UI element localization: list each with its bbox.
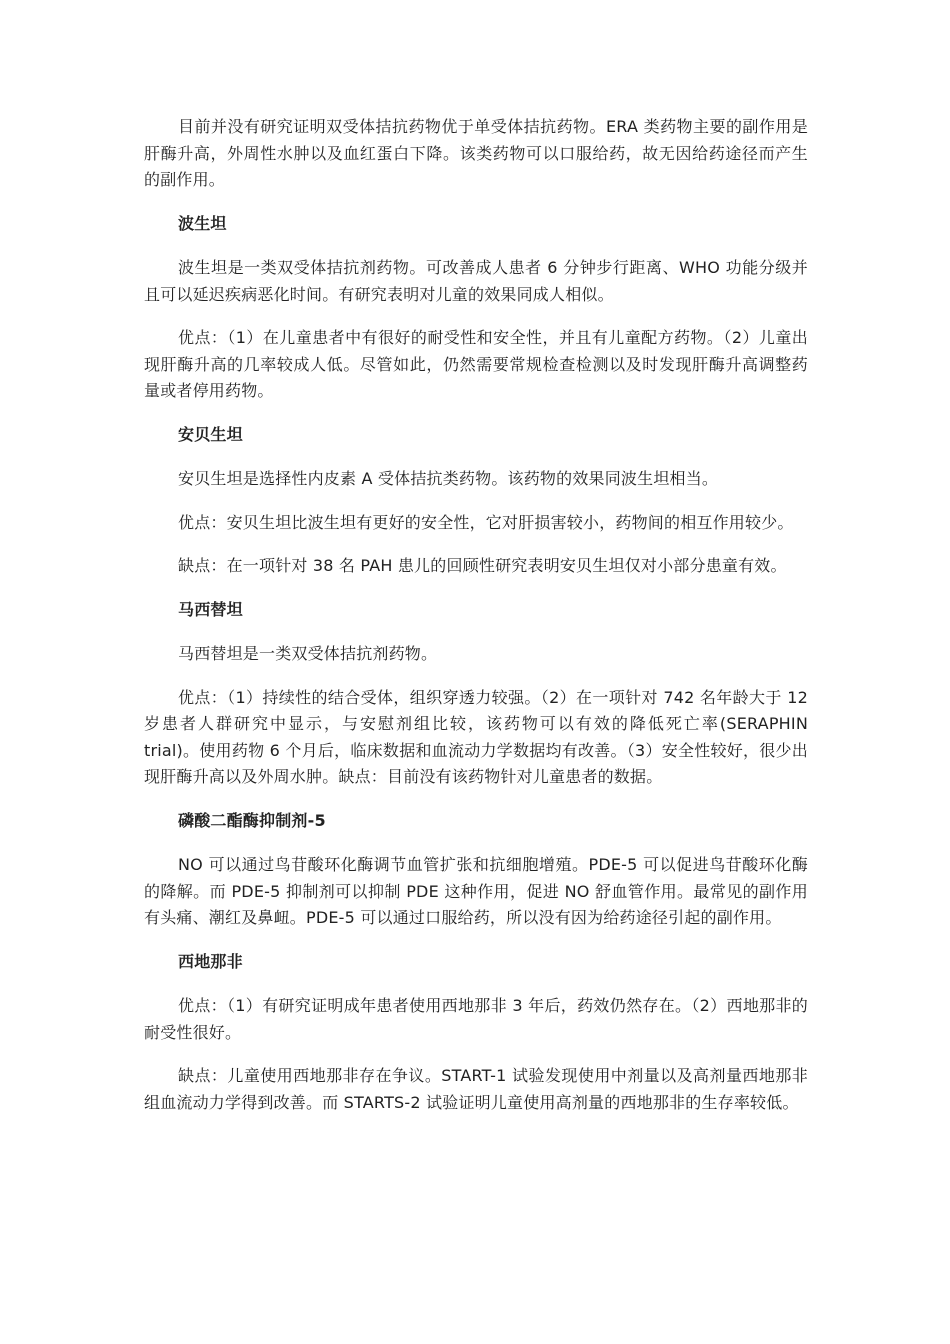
bosentan-advantages: 优点：（1）在儿童患者中有很好的耐受性和安全性，并且有儿童配方药物。（2）儿童出现肝酶升高的几率较成人低。尽管如此，仍然需要常规检查检测以及时发现肝酶升高调整药量或者停用药物。 [144, 328, 808, 400]
sildenafil-disadvantages: 缺点：儿童使用西地那非存在争议。START-1 试验发现使用中剂量以及高剂量西地那非组血流动力学得到改善。而 STARTS-2 试验证明儿童使用高剂量的西地那非的生存率较低。 [144, 1066, 808, 1112]
macitentan-advantages: 优点：（1）持续性的结合受体，组织穿透力较强。（2）在一项针对 742 名年龄大于 12 岁患者人群研究中显示，与安慰剂组比较，该药物可以有效的降低死亡率(SERAPHIN trial)。使用药物 6 个月后，临床数据和血流动力学数据均有改善。（3）安全性较好，很少出现肝酶升高以及外周水肿。缺点：目前没有该药物针对儿童患者的数据。 [144, 687, 808, 786]
section-heading-pde5-inhibitors: 磷酸二酯酶抑制剂-5 [178, 810, 326, 830]
section-heading-sildenafil: 西地那非 [178, 951, 243, 971]
macitentan-description: 马西替坦是一类双受体拮抗剂药物。 [178, 644, 438, 663]
section-heading-macitentan: 马西替坦 [178, 599, 243, 619]
bosentan-description: 波生坦是一类双受体拮抗剂药物。可改善成人患者 6 分钟步行距离、WHO 功能分级并且可以延迟疾病恶化时间。有研究表明对儿童的效果同成人相似。 [144, 258, 808, 304]
ambrisentan-description: 安贝生坦是选择性内皮素 A 受体拮抗类药物。该药物的效果同波生坦相当。 [178, 469, 719, 488]
pde5-description: NO 可以通过鸟苷酸环化酶调节血管扩张和抗细胞增殖。PDE-5 可以促进鸟苷酸环化酶的降解。而 PDE-5 抑制剂可以抑制 PDE 这种作用，促进 NO 舒血管作用。最常见的副作用有头痛、潮红及鼻衄。PDE-5 可以通过口服给药，所以没有因为给药途径引起的副作用。 [144, 855, 808, 927]
intro-paragraph: 目前并没有研究证明双受体拮抗药物优于单受体拮抗药物。ERA 类药物主要的副作用是肝酶升高，外周性水肿以及血红蛋白下降。该类药物可以口服给药，故无因给药途径而产生的副作用。 [144, 117, 808, 189]
sildenafil-advantages: 优点：（1）有研究证明成年患者使用西地那非 3 年后，药效仍然存在。（2）西地那非的耐受性很好。 [144, 996, 808, 1042]
ambrisentan-disadvantages: 缺点：在一项针对 38 名 PAH 患儿的回顾性研究表明安贝生坦仅对小部分患童有效。 [178, 556, 787, 575]
ambrisentan-advantages: 优点：安贝生坦比波生坦有更好的安全性，它对肝损害较小，药物间的相互作用较少。 [178, 512, 794, 532]
section-heading-bosentan: 波生坦 [178, 213, 227, 233]
section-heading-ambrisentan: 安贝生坦 [178, 424, 243, 444]
document-body [144, 114, 808, 1133]
